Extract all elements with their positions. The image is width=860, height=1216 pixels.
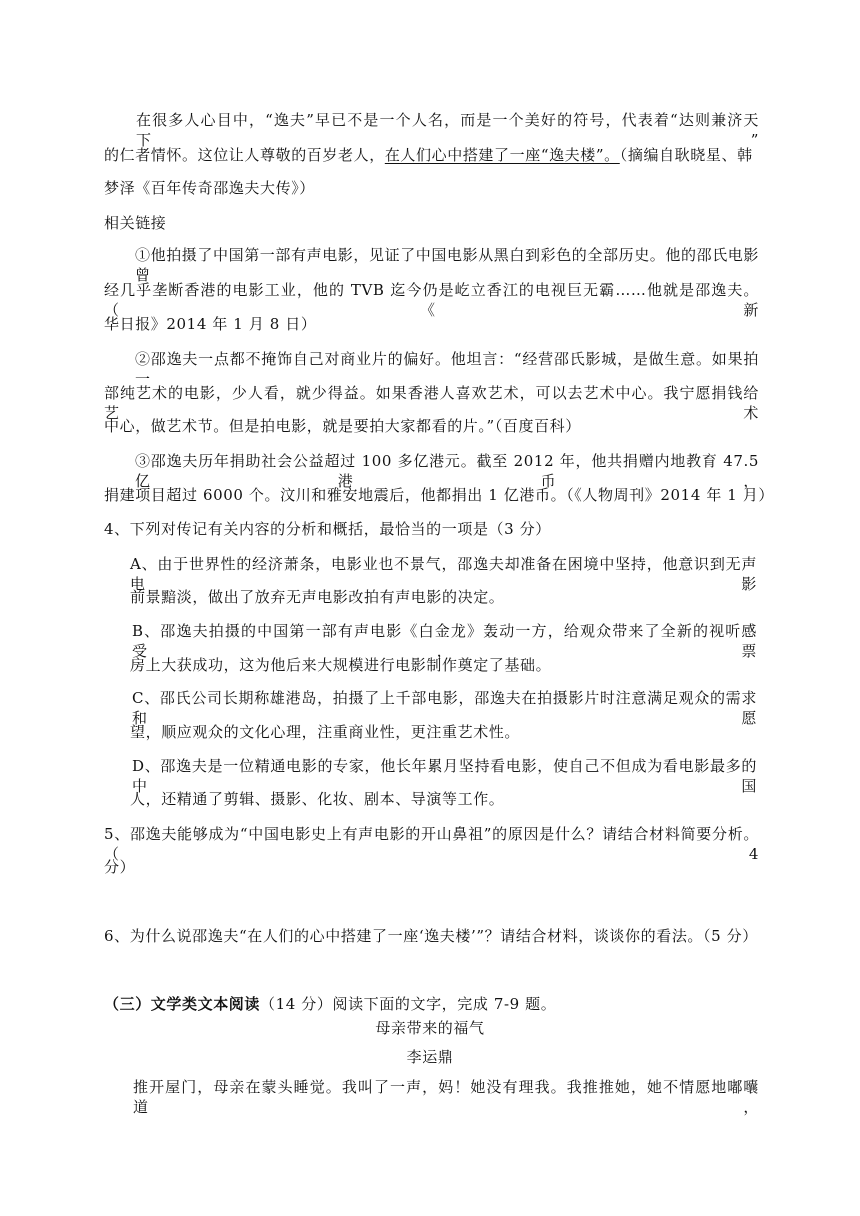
- question-4-option-c: 望，顺应观众的文化心理，注重商业性，更注重艺术性。: [130, 723, 521, 741]
- related-link-1-line: ①他拍摄了中国第一部有声电影，见证了中国电影从黑白到彩色的全部历史。他的邵氏电影曾: [135, 246, 760, 284]
- passage-citation-line: 梦泽《百年传奇邵逸夫大传》）: [104, 179, 315, 197]
- section-heading-bold: （三）文学类文本阅读: [104, 995, 261, 1013]
- passage-paragraph-line: 在很多人心目中，“逸夫”早已不是一个人名，而是一个美好的符号，代表着“达则兼济天下”: [136, 111, 759, 149]
- question-4-option-a: 前景黯淡，做出了放弃无声电影改拍有声电影的决定。: [130, 588, 505, 606]
- section-heading-related-links: 相关链接: [104, 214, 167, 232]
- question-6: 6、为什么说邵逸夫“在人们的心中搭建了一座‘逸夫楼’”？请结合材料，谈谈你的看法。（5 分）: [104, 927, 758, 945]
- question-5: 分）: [104, 858, 136, 876]
- question-4-option-b: 房上大获成功，这为他后来大规模进行电影制作奠定了基础。: [130, 656, 552, 674]
- question-4-option-a: A、由于世界性的经济萧条，电影业也不景气，邵逸夫却准备在困境中坚持，他意识到无声电影: [130, 555, 757, 593]
- passage-text: 的仁者情怀。这位让人尊敬的百岁老人，: [104, 146, 385, 164]
- question-4-option-c: C、邵氏公司长期称雄港岛，拍摄了上千部电影，邵逸夫在拍摄影片时注意满足观众的需求和愿: [132, 689, 757, 727]
- question-4-stem: 4、下列对传记有关内容的分析和概括，最恰当的一项是（3 分）: [104, 520, 551, 538]
- section-heading-instructions: （14 分）阅读下面的文字，完成 7-9 题。: [260, 995, 557, 1013]
- passage-paragraph-line: [104, 145, 753, 165]
- section-heading-literary-reading: [104, 994, 556, 1014]
- related-link-1-line: 经几乎垄断香港的电影工业，他的 TVB 迄今仍是屹立香江的电视巨无霸……他就是邵逸夫。（《新: [104, 281, 759, 319]
- underlined-sentence: 在人们心中搭建了一座“逸夫楼”。: [384, 146, 620, 164]
- related-link-2-line: ②邵逸夫一点都不掩饰自己对商业片的偏好。他坦言：“经营邵氏影城，是做生意。如果拍一: [135, 350, 759, 388]
- related-link-3-line: 捐建项目超过 6000 个。汶川和雅安地震后，他都捐出 1 亿港币。（《人物周刊》2014 年 1 月）: [104, 486, 775, 504]
- question-4-option-d: D、邵逸夫是一位精通电影的专家，他长年累月坚持看电影，使自己不但成为看电影最多的中国: [132, 757, 757, 795]
- story-first-line: 推开屋门，母亲在蒙头睡觉。我叫了一声，妈！她没有理我。我推推她，她不情愿地嘟囔道，: [133, 1078, 759, 1116]
- story-author: 李运鼎: [406, 1048, 454, 1066]
- question-4-option-d: 人，还精通了剪辑、摄影、化妆、剧本、导演等工作。: [130, 790, 505, 808]
- question-5: 5、邵逸夫能够成为“中国电影史上有声电影的开山鼻祖”的原因是什么？请结合材料简要分析。（4: [104, 825, 759, 863]
- question-4-option-b: B、邵逸夫拍摄的中国第一部有声电影《白金龙》轰动一方，给观众带来了全新的视听感受，票: [132, 622, 757, 660]
- passage-citation: （摘编自耿晓星、韩: [619, 146, 753, 164]
- related-link-2-line: 部纯艺术的电影，少人看，就少得益。如果香港人喜欢艺术，可以去艺术中心。我宁愿捐钱给艺术: [104, 384, 759, 422]
- related-link-3-line: ③邵逸夫历年捐助社会公益超过 100 多亿港元。截至 2012 年，他共捐赠内地教育 47.5 亿港币，: [135, 452, 759, 490]
- related-link-2-line: 中心，做艺术节。但是拍电影，就是要拍大家都看的片。”（百度百科）: [104, 417, 581, 435]
- story-title: 母亲带来的福气: [375, 1019, 485, 1037]
- related-link-1-line: 华日报》2014 年 1 月 8 日）: [104, 315, 317, 333]
